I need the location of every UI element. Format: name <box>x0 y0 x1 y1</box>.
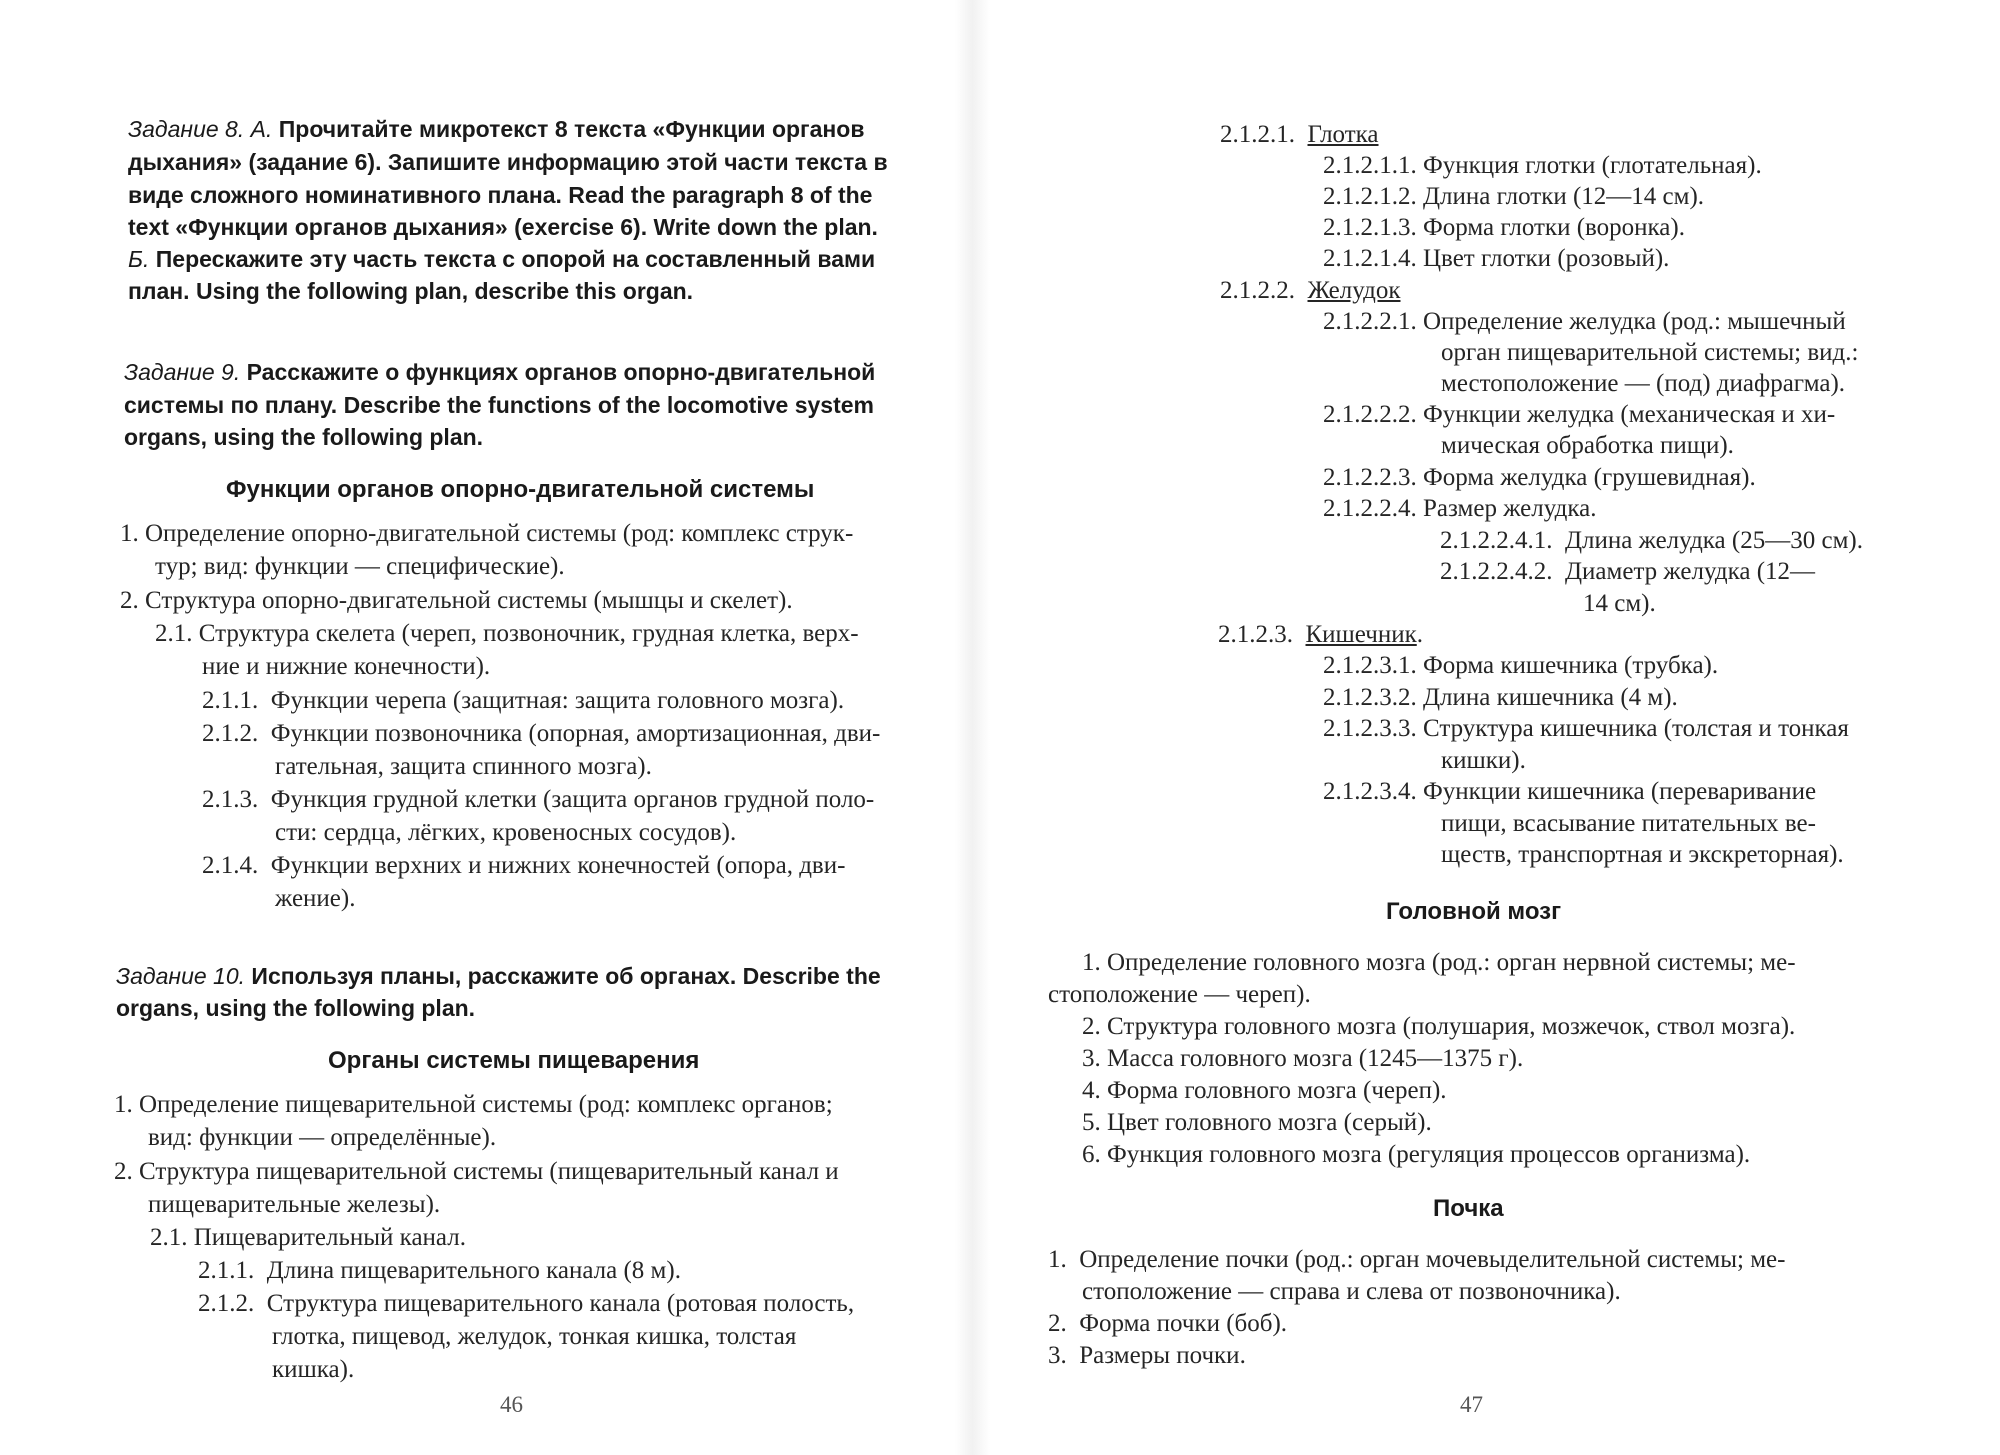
list-item: 4. Форма головного мозга (череп). <box>1082 1077 1447 1104</box>
list-item: тур; вид: функции — специфические). <box>155 553 565 580</box>
task10-line-1 <box>116 965 881 988</box>
heading-digestive-organs: Органы системы пищеварения <box>328 1047 700 1074</box>
list-item: 2.1.1. Длина пищеварительного канала (8 м). <box>198 1257 681 1284</box>
right-page <box>990 0 2000 1455</box>
list-item: 2.1.2.3.1. Форма кишечника (трубка). <box>1323 652 1719 679</box>
heading-locomotive-functions: Функции органов опорно-двигательной системы <box>226 476 815 503</box>
section-stomach: 2.1.2.2. Желудок <box>1220 277 1401 304</box>
list-item: 2.1.2.2.1. Определение желудка (род.: мышечный <box>1323 308 1846 335</box>
list-item: 2. Структура опорно-двигательной системы (мышцы и скелет). <box>120 587 793 614</box>
task9-line-3: organs, using the following plan. <box>124 424 484 450</box>
list-item: ние и нижние конечности). <box>202 653 491 680</box>
list-item: кишка). <box>272 1356 355 1383</box>
list-item: 2.1.2.3.3. Структура кишечника (толстая и тонкая <box>1323 715 1849 742</box>
list-item: 2.1.2.1.3. Форма глотки (воронка). <box>1323 214 1685 241</box>
task8-line-5 <box>128 248 875 271</box>
list-item: 2.1. Пищеварительный канал. <box>150 1224 466 1251</box>
list-item: 2.1.2. Функции позвоночника (опорная, амортизационная, дви- <box>202 720 881 747</box>
list-item: ществ, транспортная и экскреторная). <box>1441 841 1844 868</box>
list-item: пищеварительные железы). <box>148 1191 441 1218</box>
list-item: 2.1.2.1.1. Функция глотки (глотательная). <box>1323 152 1762 179</box>
list-item: 2.1.2.2.2. Функции желудка (механическая и хи- <box>1323 401 1836 428</box>
list-item: 2.1.1. Функции черепа (защитная: защита головного мозга). <box>202 687 845 714</box>
list-item: 2.1.2.2.4.2. Диаметр желудка (12— <box>1440 558 1816 585</box>
list-item: пищи, всасывание питательных ве- <box>1441 810 1816 837</box>
task8-text-5: Перескажите эту часть текста с опорой на составленный вами <box>155 246 876 272</box>
list-item: 1. Определение опорно-двигательной системы (род: комплекс струк- <box>120 520 854 547</box>
list-item: 2.1.2.1.2. Длина глотки (12—14 см). <box>1323 183 1705 210</box>
task9-line-1 <box>124 361 875 384</box>
list-item: местоположение — (под) диафрагма). <box>1441 370 1846 397</box>
book-gutter <box>955 0 990 1455</box>
list-item: кишки). <box>1441 747 1526 774</box>
task8-line-1 <box>128 118 865 141</box>
list-item: 2. Структура пищеварительной системы (пищеварительный канал и <box>114 1158 839 1185</box>
task9-line-2: системы по плану. Describe the functions of the locomotive system <box>124 392 874 418</box>
list-item: 3. Размеры почки. <box>1048 1342 1246 1369</box>
section-throat: 2.1.2.1. Глотка <box>1220 121 1379 148</box>
list-item: 2.1.4. Функции верхних и нижних конечностей (опора, дви- <box>202 852 846 879</box>
list-item: 1. Определение головного мозга (род.: орган нервной системы; ме- <box>1082 949 1796 976</box>
task10-line-2: organs, using the following plan. <box>116 995 476 1021</box>
list-item: 2.1.3. Функция грудной клетки (защита органов грудной поло- <box>202 786 875 813</box>
list-item: мическая обработка пищи). <box>1441 432 1734 459</box>
stomach-title: Желудок <box>1307 277 1401 304</box>
page-number-left: 46 <box>500 1392 523 1417</box>
list-item: гательная, защита спинного мозга). <box>275 753 652 780</box>
task8-line-2: дыхания» (задание 6). Запишите информацию этой части текста в <box>128 149 888 175</box>
list-item: 2.1.2.2.3. Форма желудка (грушевидная). <box>1323 464 1756 491</box>
list-item: глотка, пищевод, желудок, тонкая кишка, толстая <box>272 1323 797 1350</box>
list-item: 2.1.2. Структура пищеварительного канала (ротовая полость, <box>198 1290 855 1317</box>
task8-line-6: план. Using the following plan, describe this organ. <box>128 278 694 304</box>
list-item: 3. Масса головного мозга (1245—1375 г). <box>1082 1045 1524 1072</box>
list-item: 2.1.2.2.4.1. Длина желудка (25—30 см). <box>1440 527 1863 554</box>
task10-label: Задание 10. <box>116 963 246 989</box>
list-item: 2.1. Структура скелета (череп, позвоночник, грудная клетка, верх- <box>155 620 859 647</box>
list-item: 2.1.2.3.2. Длина кишечника (4 м). <box>1323 684 1678 711</box>
heading-brain: Головной мозг <box>1386 898 1562 925</box>
list-item: 6. Функция головного мозга (регуляция процессов организма). <box>1082 1141 1751 1168</box>
list-item: 2.1.2.2.4. Размер желудка. <box>1323 495 1597 522</box>
list-item: 2. Структура головного мозга (полушария, мозжечок, ствол мозга). <box>1082 1013 1796 1040</box>
task9-text-1: Расскажите о функциях органов опорно-двигательной <box>246 359 876 385</box>
list-item: сти: сердца, лёгких, кровеносных сосудов). <box>275 819 737 846</box>
list-item: 14 см). <box>1583 590 1656 617</box>
list-item: 2.1.2.3.4. Функции кишечника (переваривание <box>1323 778 1817 805</box>
task8-label: Задание 8. А. <box>128 116 273 142</box>
list-item: 1. Определение почки (род.: орган мочевыделительной системы; ме- <box>1048 1246 1786 1273</box>
throat-title: Глотка <box>1307 121 1379 148</box>
list-item: 2.1.2.1.4. Цвет глотки (розовый). <box>1323 245 1670 272</box>
list-item: 1. Определение пищеварительной системы (род: комплекс органов; <box>114 1091 833 1118</box>
list-item: жение). <box>275 885 356 912</box>
intestine-title: Кишечник <box>1305 621 1417 648</box>
list-item: стоположение — справа и слева от позвоночника). <box>1082 1278 1621 1305</box>
task10-text-1: Используя планы, расскажите об органах. Describe the <box>251 963 881 989</box>
heading-kidney: Почка <box>1433 1195 1504 1222</box>
task8-line-3: виде сложного номинативного плана. Read the paragraph 8 of the <box>128 182 873 208</box>
list-item: стоположение — череп). <box>1048 981 1311 1008</box>
list-item: орган пищеварительной системы; вид.: <box>1441 339 1859 366</box>
list-item: 5. Цвет головного мозга (серый). <box>1082 1109 1432 1136</box>
left-page <box>0 0 955 1455</box>
task8-b-label: Б. <box>128 246 150 272</box>
list-item: 2. Форма почки (боб). <box>1048 1310 1288 1337</box>
list-item: вид: функции — определённые). <box>148 1124 497 1151</box>
section-intestine: 2.1.2.3. Кишечник. <box>1218 621 1424 648</box>
task8-line-4: text «Функции органов дыхания» (exercise 6). Write down the plan. <box>128 214 878 240</box>
task8-text-1: Прочитайте микротекст 8 текста «Функции органов <box>278 116 865 142</box>
page-number-right: 47 <box>1460 1392 1483 1417</box>
task9-label: Задание 9. <box>124 359 241 385</box>
